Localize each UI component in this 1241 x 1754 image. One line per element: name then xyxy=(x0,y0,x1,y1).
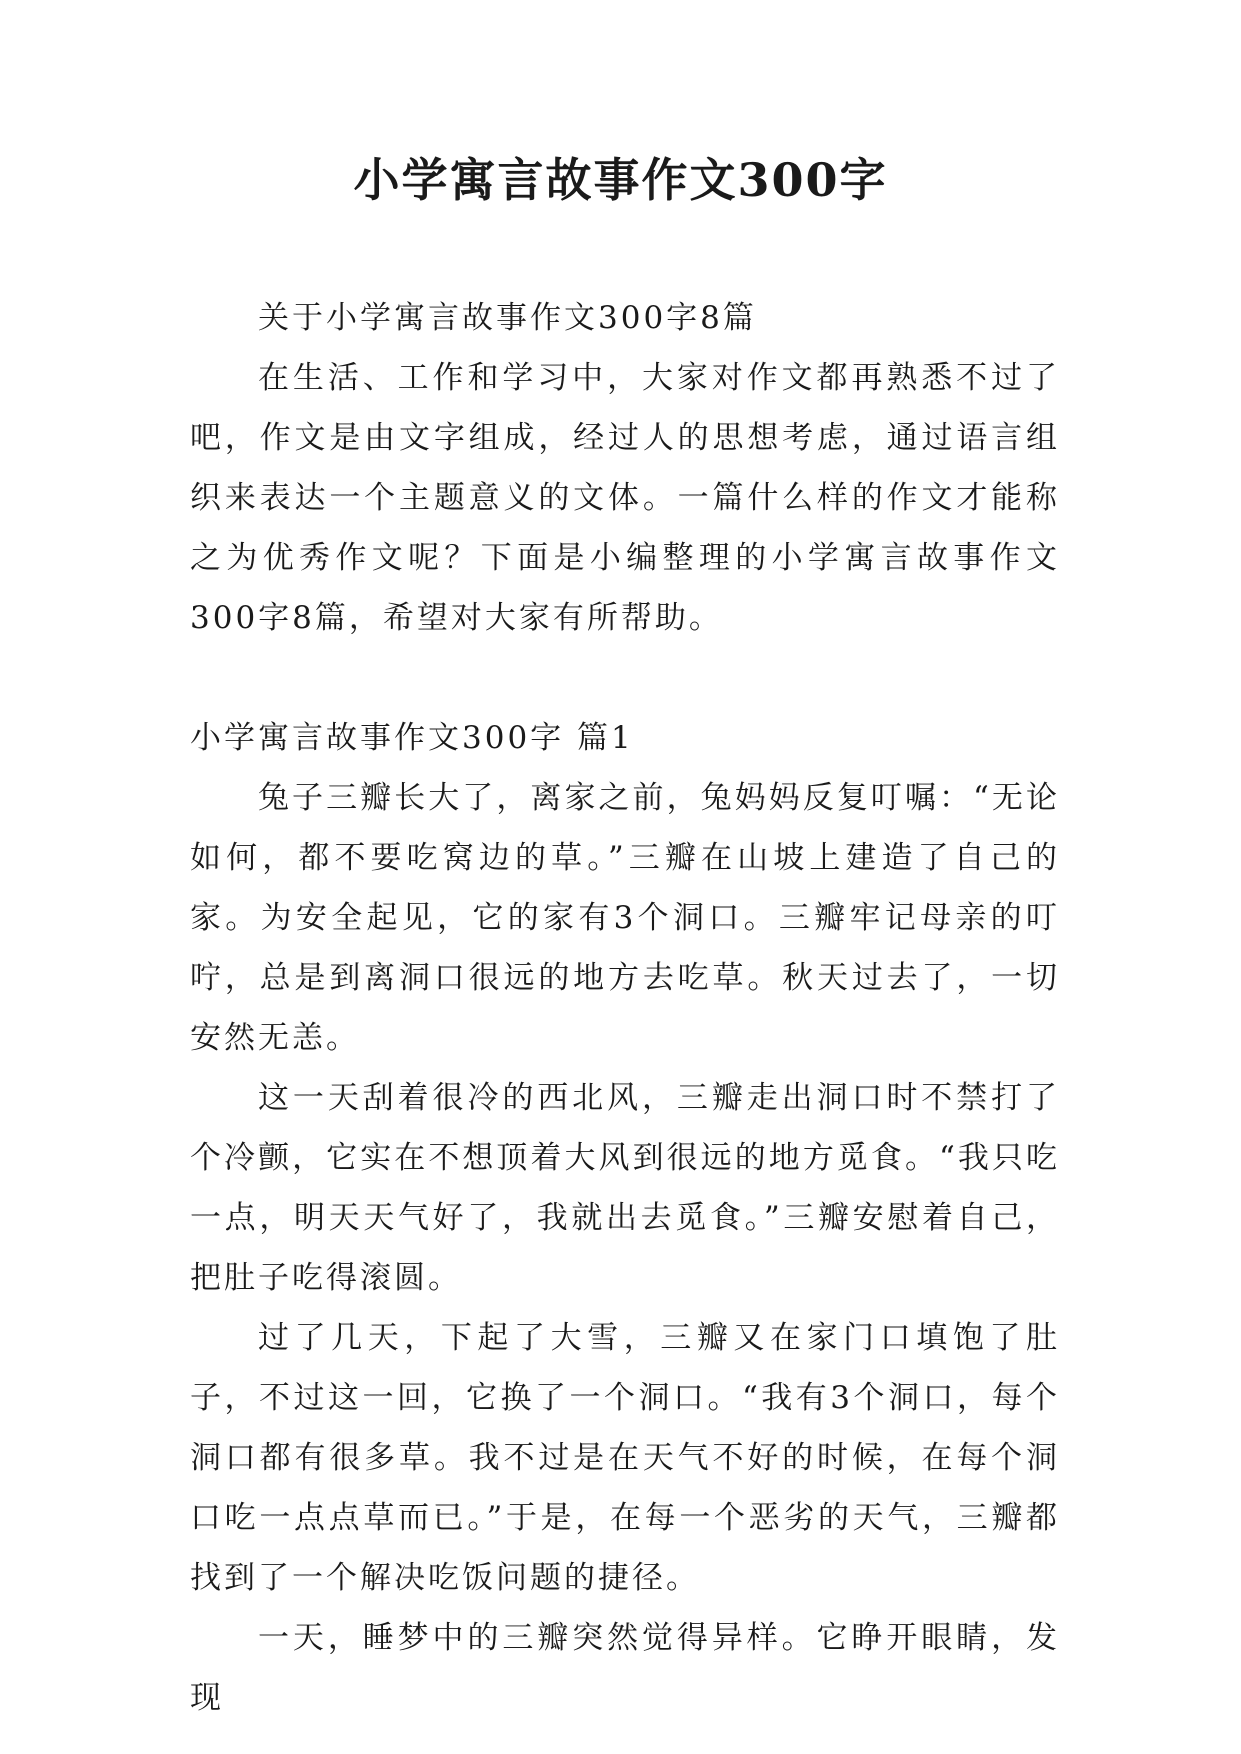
story-paragraph-4: 一天，睡梦中的三瓣突然觉得异样。它睁开眼睛，发现 xyxy=(190,1620,1060,1716)
intro-paragraph: 在生活、工作和学习中，大家对作文都再熟悉不过了吧，作文是由文字组成，经过人的思想考虑，通过语言组织来表达一个主题意义的文体。一篇什么样的作文才能称之为优秀作文呢？下面是小编整理的小学寓言故事作文300字8篇，希望对大家有所帮助。 xyxy=(190,360,1060,636)
document-title: 小学寓言故事作文300字 xyxy=(353,153,888,207)
document-body xyxy=(190,288,1060,1728)
document-subtitle: 关于小学寓言故事作文300字8篇 xyxy=(258,300,757,336)
story-paragraph-2: 这一天刮着很冷的西北风，三瓣走出洞口时不禁打了个冷颤，它实在不想顶着大风到很远的地方觅食。“我只吃一点，明天天气好了，我就出去觅食。”三瓣安慰着自己，把肚子吃得滚圆。 xyxy=(190,1080,1060,1296)
section-spacer xyxy=(190,648,1060,708)
story-paragraph-1: 兔子三瓣长大了，离家之前，兔妈妈反复叮嘱：“无论如何，都不要吃窝边的草。”三瓣在山坡上建造了自己的家。为安全起见，它的家有3个洞口。三瓣牢记母亲的叮咛，总是到离洞口很远的地方去吃草。秋天过去了，一切安然无恙。 xyxy=(190,780,1060,1056)
story-paragraph-3: 过了几天，下起了大雪，三瓣又在家门口填饱了肚子，不过这一回，它换了一个洞口。“我有3个洞口，每个洞口都有很多草。我不过是在天气不好的时候，在每个洞口吃一点点草而已。”于是，在每一个恶劣的天气，三瓣都找到了一个解决吃饭问题的捷径。 xyxy=(190,1320,1060,1596)
section-heading: 小学寓言故事作文300字 篇1 xyxy=(190,720,634,756)
